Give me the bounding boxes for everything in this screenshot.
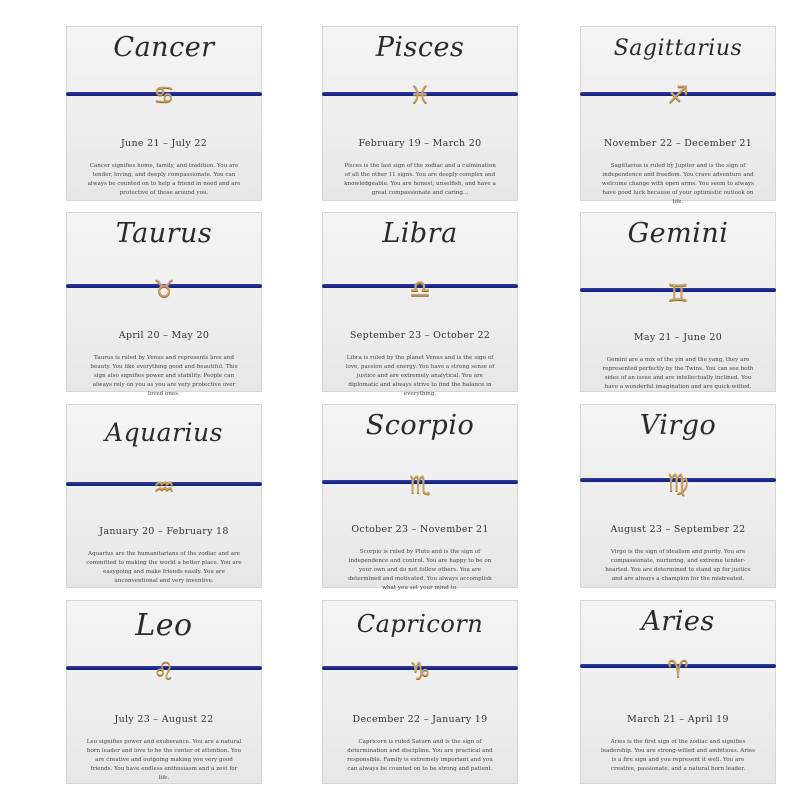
sign-description: Virgo is the sign of idealism and purity. You are compassionate, nurturing, and extreme tender-hearted. You are determined to stand up for justice and are always a champion for the mistreated.	[605, 549, 751, 582]
capricorn-charm-icon: ♑	[407, 658, 433, 684]
sign-description: Pisces is the last sign of the zodiac and a culmination of all the other 11 signs. You are deeply complex and knowledgeable. You are honest, unselfish, and have a great compassionate and caring...	[344, 163, 496, 196]
aries-charm-icon: ♈	[665, 656, 691, 682]
gemini-charm-icon: ♊	[665, 280, 691, 306]
sign-dates: April 20 – May 20	[118, 330, 210, 341]
sign-description: Aquarius are the humanitarians of the zodiac and are committed to making the world a better place. You are easygoing and make friends easily. You are unconventional and very inventive.	[86, 551, 242, 584]
sign-dates: September 23 – October 22	[349, 330, 491, 341]
zodiac-card-virgo	[580, 404, 776, 588]
zodiac-card-cancer	[66, 26, 262, 201]
sign-dates: June 21 – July 22	[120, 138, 208, 149]
sign-dates: February 19 – March 20	[358, 138, 482, 149]
sign-name: Aquarius	[105, 418, 223, 447]
sign-dates: August 23 – September 22	[610, 524, 746, 535]
zodiac-card-leo	[66, 600, 262, 784]
zodiac-card-sagittarius	[580, 26, 776, 205]
zodiac-card-pisces	[322, 26, 518, 201]
sign-name: Libra	[382, 218, 458, 249]
sign-description: Taurus is ruled by Venus and represents love and beauty. You like everything good and beautiful. This sign also signifies power and stability. People can always rely on you as you are very protective over loved ones.	[90, 355, 238, 397]
sign-description: Sagittarius is ruled by Jupiter and is the sign of independence and freedom. You crave adventure and welcome change with open arms. You seem to always have good luck because of your optimistic outlook on life.	[602, 163, 754, 205]
sign-description: Scorpio is ruled by Pluto and is the sign of independence and control. You are happy to be on your own and do not follow others. You are determined and motivated. You always accomplish what you set your mind to.	[348, 549, 492, 591]
sign-name: Leo	[135, 608, 193, 643]
sign-description: Cancer signifies home, family, and tradition. You are tender, loving, and deeply compassionate. You can always be counted on to help a friend in need and are protective of those around you.	[87, 163, 241, 196]
zodiac-card-gemini	[580, 212, 776, 392]
zodiac-card-aquarius	[66, 404, 262, 588]
scorpio-charm-icon: ♏	[407, 472, 433, 498]
cancer-charm-icon: ♋	[151, 82, 177, 108]
sign-name: Capricorn	[356, 610, 484, 638]
sign-dates: January 20 – February 18	[99, 526, 229, 537]
sign-name: Taurus	[115, 218, 213, 249]
sign-description: Capricorn is ruled Saturn and is the sign of determination and discipline. You are practical and responsible. Family is extremely important and you can always be counted on to be strong and patient.	[347, 739, 493, 772]
taurus-charm-icon: ♉	[151, 276, 177, 302]
sign-dates: March 21 – April 19	[627, 714, 729, 725]
sign-dates: December 22 – January 19	[352, 714, 488, 725]
zodiac-card-libra	[322, 212, 518, 397]
sign-description: Aries is the first sign of the zodiac and signifies leadership. You are strong-willed and ambitious. Aries is a fire sign and you represent it well. You are creative, passionate, and a natural born leader.	[601, 739, 755, 772]
pisces-charm-icon: ♓	[407, 82, 433, 108]
sign-dates: July 23 – August 22	[114, 714, 214, 725]
sign-description: Libra is ruled by the planet Venus and is the sign of love, passion and energy. You have a strong sense of justice and are extremely analytical. You are diplomatic and always strive to find the balance in everything.	[345, 355, 495, 397]
zodiac-card-taurus	[66, 212, 262, 397]
sign-dates: May 21 – June 20	[633, 332, 723, 343]
sign-name: Cancer	[113, 32, 215, 63]
sign-name: Gemini	[627, 218, 729, 249]
leo-charm-icon: ♌	[151, 658, 177, 684]
sign-name: Scorpio	[365, 410, 475, 441]
sign-dates: October 23 – November 21	[351, 524, 489, 535]
sign-description: Gemini are a mix of the yin and the yang, they are represented perfectly by the Twins. You can see both sides of an issue and are intellectually inclined. You have a wonderful imagination and are quick-witted.	[602, 357, 754, 390]
sign-name: Sagittarius	[613, 36, 743, 61]
sign-dates: November 22 – December 21	[603, 138, 753, 149]
sign-description: Leo signifies power and exuberance. You are a natural born leader and love to be the center of attention. You are creative and outgoing making you very good friends. You have endless enthusiasm and a zest for life.	[86, 739, 242, 781]
zodiac-card-scorpio	[322, 404, 518, 591]
zodiac-card-aries	[580, 600, 776, 784]
virgo-charm-icon: ♍	[665, 470, 691, 496]
aquarius-charm-icon: ♒	[151, 474, 177, 500]
zodiac-card-capricorn	[322, 600, 518, 784]
sign-name: Virgo	[639, 410, 717, 441]
sagittarius-charm-icon: ♐	[665, 82, 691, 108]
sign-name: Aries	[641, 606, 715, 637]
sign-name: Pisces	[375, 32, 465, 63]
libra-charm-icon: ♎	[407, 276, 433, 302]
